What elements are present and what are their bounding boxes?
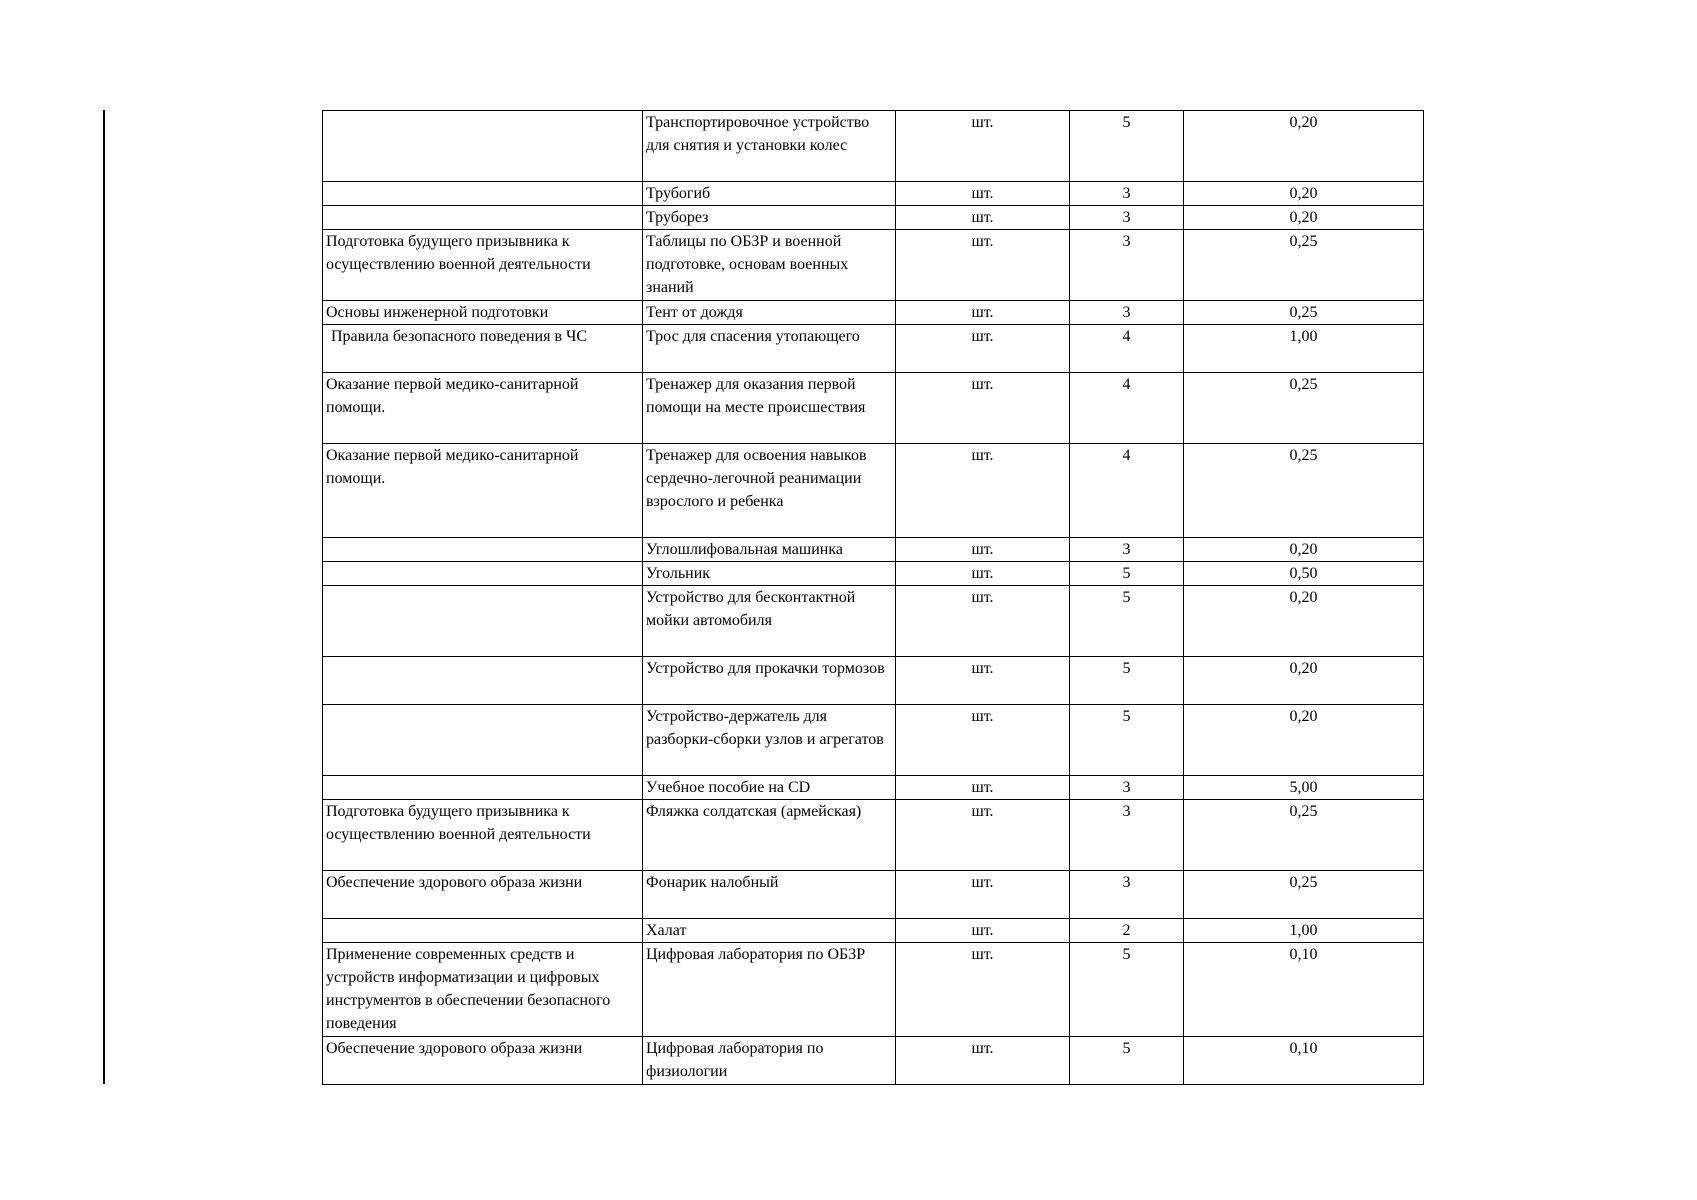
area-cell: Оказание первой медико-санитарной помощи. xyxy=(323,373,643,444)
area-cell: Основы инженерной подготовки xyxy=(323,301,643,325)
table-row xyxy=(323,800,1424,871)
area-cell xyxy=(323,586,643,657)
quantity-cell: 5 xyxy=(1070,111,1184,182)
table-row xyxy=(323,871,1424,919)
item-cell: Халат xyxy=(643,919,896,943)
unit-cell: шт. xyxy=(896,919,1070,943)
area-cell xyxy=(323,538,643,562)
unit-cell: шт. xyxy=(896,776,1070,800)
coefficient-cell: 0,25 xyxy=(1184,373,1424,444)
table-row xyxy=(323,538,1424,562)
table-row xyxy=(323,1037,1424,1085)
item-cell: Транспортировочное устройство для снятия и установки колес xyxy=(643,111,896,182)
unit-cell: шт. xyxy=(896,111,1070,182)
quantity-cell: 3 xyxy=(1070,776,1184,800)
coefficient-cell: 0,25 xyxy=(1184,800,1424,871)
unit-cell: шт. xyxy=(896,657,1070,705)
area-cell xyxy=(323,919,643,943)
coefficient-cell: 0,20 xyxy=(1184,111,1424,182)
table-row xyxy=(323,325,1424,373)
page-margin-line xyxy=(103,110,105,1084)
quantity-cell: 3 xyxy=(1070,206,1184,230)
unit-cell: шт. xyxy=(896,373,1070,444)
quantity-cell: 3 xyxy=(1070,871,1184,919)
unit-cell: шт. xyxy=(896,206,1070,230)
coefficient-cell: 0,25 xyxy=(1184,871,1424,919)
item-cell: Тент от дождя xyxy=(643,301,896,325)
item-cell: Углошлифовальная машинка xyxy=(643,538,896,562)
equipment-table xyxy=(322,110,1424,1085)
unit-cell: шт. xyxy=(896,230,1070,301)
table-row xyxy=(323,705,1424,776)
unit-cell: шт. xyxy=(896,562,1070,586)
area-cell: Подготовка будущего призывника к осуществлению военной деятельности xyxy=(323,800,643,871)
area-cell xyxy=(323,776,643,800)
area-cell: Обеспечение здорового образа жизни xyxy=(323,871,643,919)
table-row xyxy=(323,657,1424,705)
area-cell xyxy=(323,206,643,230)
unit-cell: шт. xyxy=(896,705,1070,776)
item-cell: Тренажер для освоения навыков сердечно-легочной реанимации взрослого и ребенка xyxy=(643,444,896,538)
unit-cell: шт. xyxy=(896,1037,1070,1085)
quantity-cell: 2 xyxy=(1070,919,1184,943)
item-cell: Трубогиб xyxy=(643,182,896,206)
coefficient-cell: 0,20 xyxy=(1184,182,1424,206)
area-cell xyxy=(323,562,643,586)
coefficient-cell: 0,50 xyxy=(1184,562,1424,586)
quantity-cell: 4 xyxy=(1070,444,1184,538)
item-cell: Устройство для бесконтактной мойки автомобиля xyxy=(643,586,896,657)
coefficient-cell: 1,00 xyxy=(1184,325,1424,373)
table-row xyxy=(323,301,1424,325)
quantity-cell: 3 xyxy=(1070,301,1184,325)
unit-cell: шт. xyxy=(896,325,1070,373)
coefficient-cell: 0,20 xyxy=(1184,538,1424,562)
quantity-cell: 3 xyxy=(1070,182,1184,206)
coefficient-cell: 0,20 xyxy=(1184,206,1424,230)
table-row xyxy=(323,444,1424,538)
quantity-cell: 3 xyxy=(1070,538,1184,562)
table-row xyxy=(323,182,1424,206)
table-row xyxy=(323,586,1424,657)
table-row xyxy=(323,373,1424,444)
item-cell: Труборез xyxy=(643,206,896,230)
item-cell: Устройство-держатель для разборки-сборки узлов и агрегатов xyxy=(643,705,896,776)
unit-cell: шт. xyxy=(896,301,1070,325)
table-row xyxy=(323,919,1424,943)
area-cell xyxy=(323,657,643,705)
quantity-cell: 5 xyxy=(1070,943,1184,1037)
table-row xyxy=(323,230,1424,301)
item-cell: Тренажер для оказания первой помощи на месте происшествия xyxy=(643,373,896,444)
area-cell xyxy=(323,705,643,776)
unit-cell: шт. xyxy=(896,444,1070,538)
coefficient-cell: 0,20 xyxy=(1184,657,1424,705)
area-cell: Подготовка будущего призывника к осуществлению военной деятельности xyxy=(323,230,643,301)
coefficient-cell: 0,20 xyxy=(1184,586,1424,657)
item-cell: Угольник xyxy=(643,562,896,586)
coefficient-cell: 0,20 xyxy=(1184,705,1424,776)
quantity-cell: 3 xyxy=(1070,800,1184,871)
coefficient-cell: 0,10 xyxy=(1184,943,1424,1037)
quantity-cell: 4 xyxy=(1070,325,1184,373)
item-cell: Устройство для прокачки тормозов xyxy=(643,657,896,705)
quantity-cell: 5 xyxy=(1070,586,1184,657)
item-cell: Фляжка солдатская (армейская) xyxy=(643,800,896,871)
unit-cell: шт. xyxy=(896,538,1070,562)
item-cell: Цифровая лаборатория по физиологии xyxy=(643,1037,896,1085)
quantity-cell: 5 xyxy=(1070,562,1184,586)
table-row xyxy=(323,776,1424,800)
item-cell: Учебное пособие на CD xyxy=(643,776,896,800)
quantity-cell: 5 xyxy=(1070,705,1184,776)
quantity-cell: 5 xyxy=(1070,1037,1184,1085)
table-row xyxy=(323,562,1424,586)
table-row xyxy=(323,943,1424,1037)
area-cell: Правила безопасного поведения в ЧС xyxy=(323,325,643,373)
unit-cell: шт. xyxy=(896,871,1070,919)
unit-cell: шт. xyxy=(896,943,1070,1037)
table-row xyxy=(323,111,1424,182)
coefficient-cell: 0,25 xyxy=(1184,301,1424,325)
area-cell xyxy=(323,182,643,206)
item-cell: Таблицы по ОБЗР и военной подготовке, основам военных знаний xyxy=(643,230,896,301)
area-cell: Обеспечение здорового образа жизни xyxy=(323,1037,643,1085)
quantity-cell: 4 xyxy=(1070,373,1184,444)
area-cell xyxy=(323,111,643,182)
table-row xyxy=(323,206,1424,230)
area-cell: Оказание первой медико-санитарной помощи. xyxy=(323,444,643,538)
area-cell: Применение современных средств и устройств информатизации и цифровых инструментов в обеспечении безопасного поведения xyxy=(323,943,643,1037)
item-cell: Цифровая лаборатория по ОБЗР xyxy=(643,943,896,1037)
coefficient-cell: 0,25 xyxy=(1184,444,1424,538)
item-cell: Трос для спасения утопающего xyxy=(643,325,896,373)
coefficient-cell: 1,00 xyxy=(1184,919,1424,943)
unit-cell: шт. xyxy=(896,182,1070,206)
coefficient-cell: 5,00 xyxy=(1184,776,1424,800)
unit-cell: шт. xyxy=(896,800,1070,871)
quantity-cell: 3 xyxy=(1070,230,1184,301)
coefficient-cell: 0,25 xyxy=(1184,230,1424,301)
unit-cell: шт. xyxy=(896,586,1070,657)
coefficient-cell: 0,10 xyxy=(1184,1037,1424,1085)
item-cell: Фонарик налобный xyxy=(643,871,896,919)
quantity-cell: 5 xyxy=(1070,657,1184,705)
